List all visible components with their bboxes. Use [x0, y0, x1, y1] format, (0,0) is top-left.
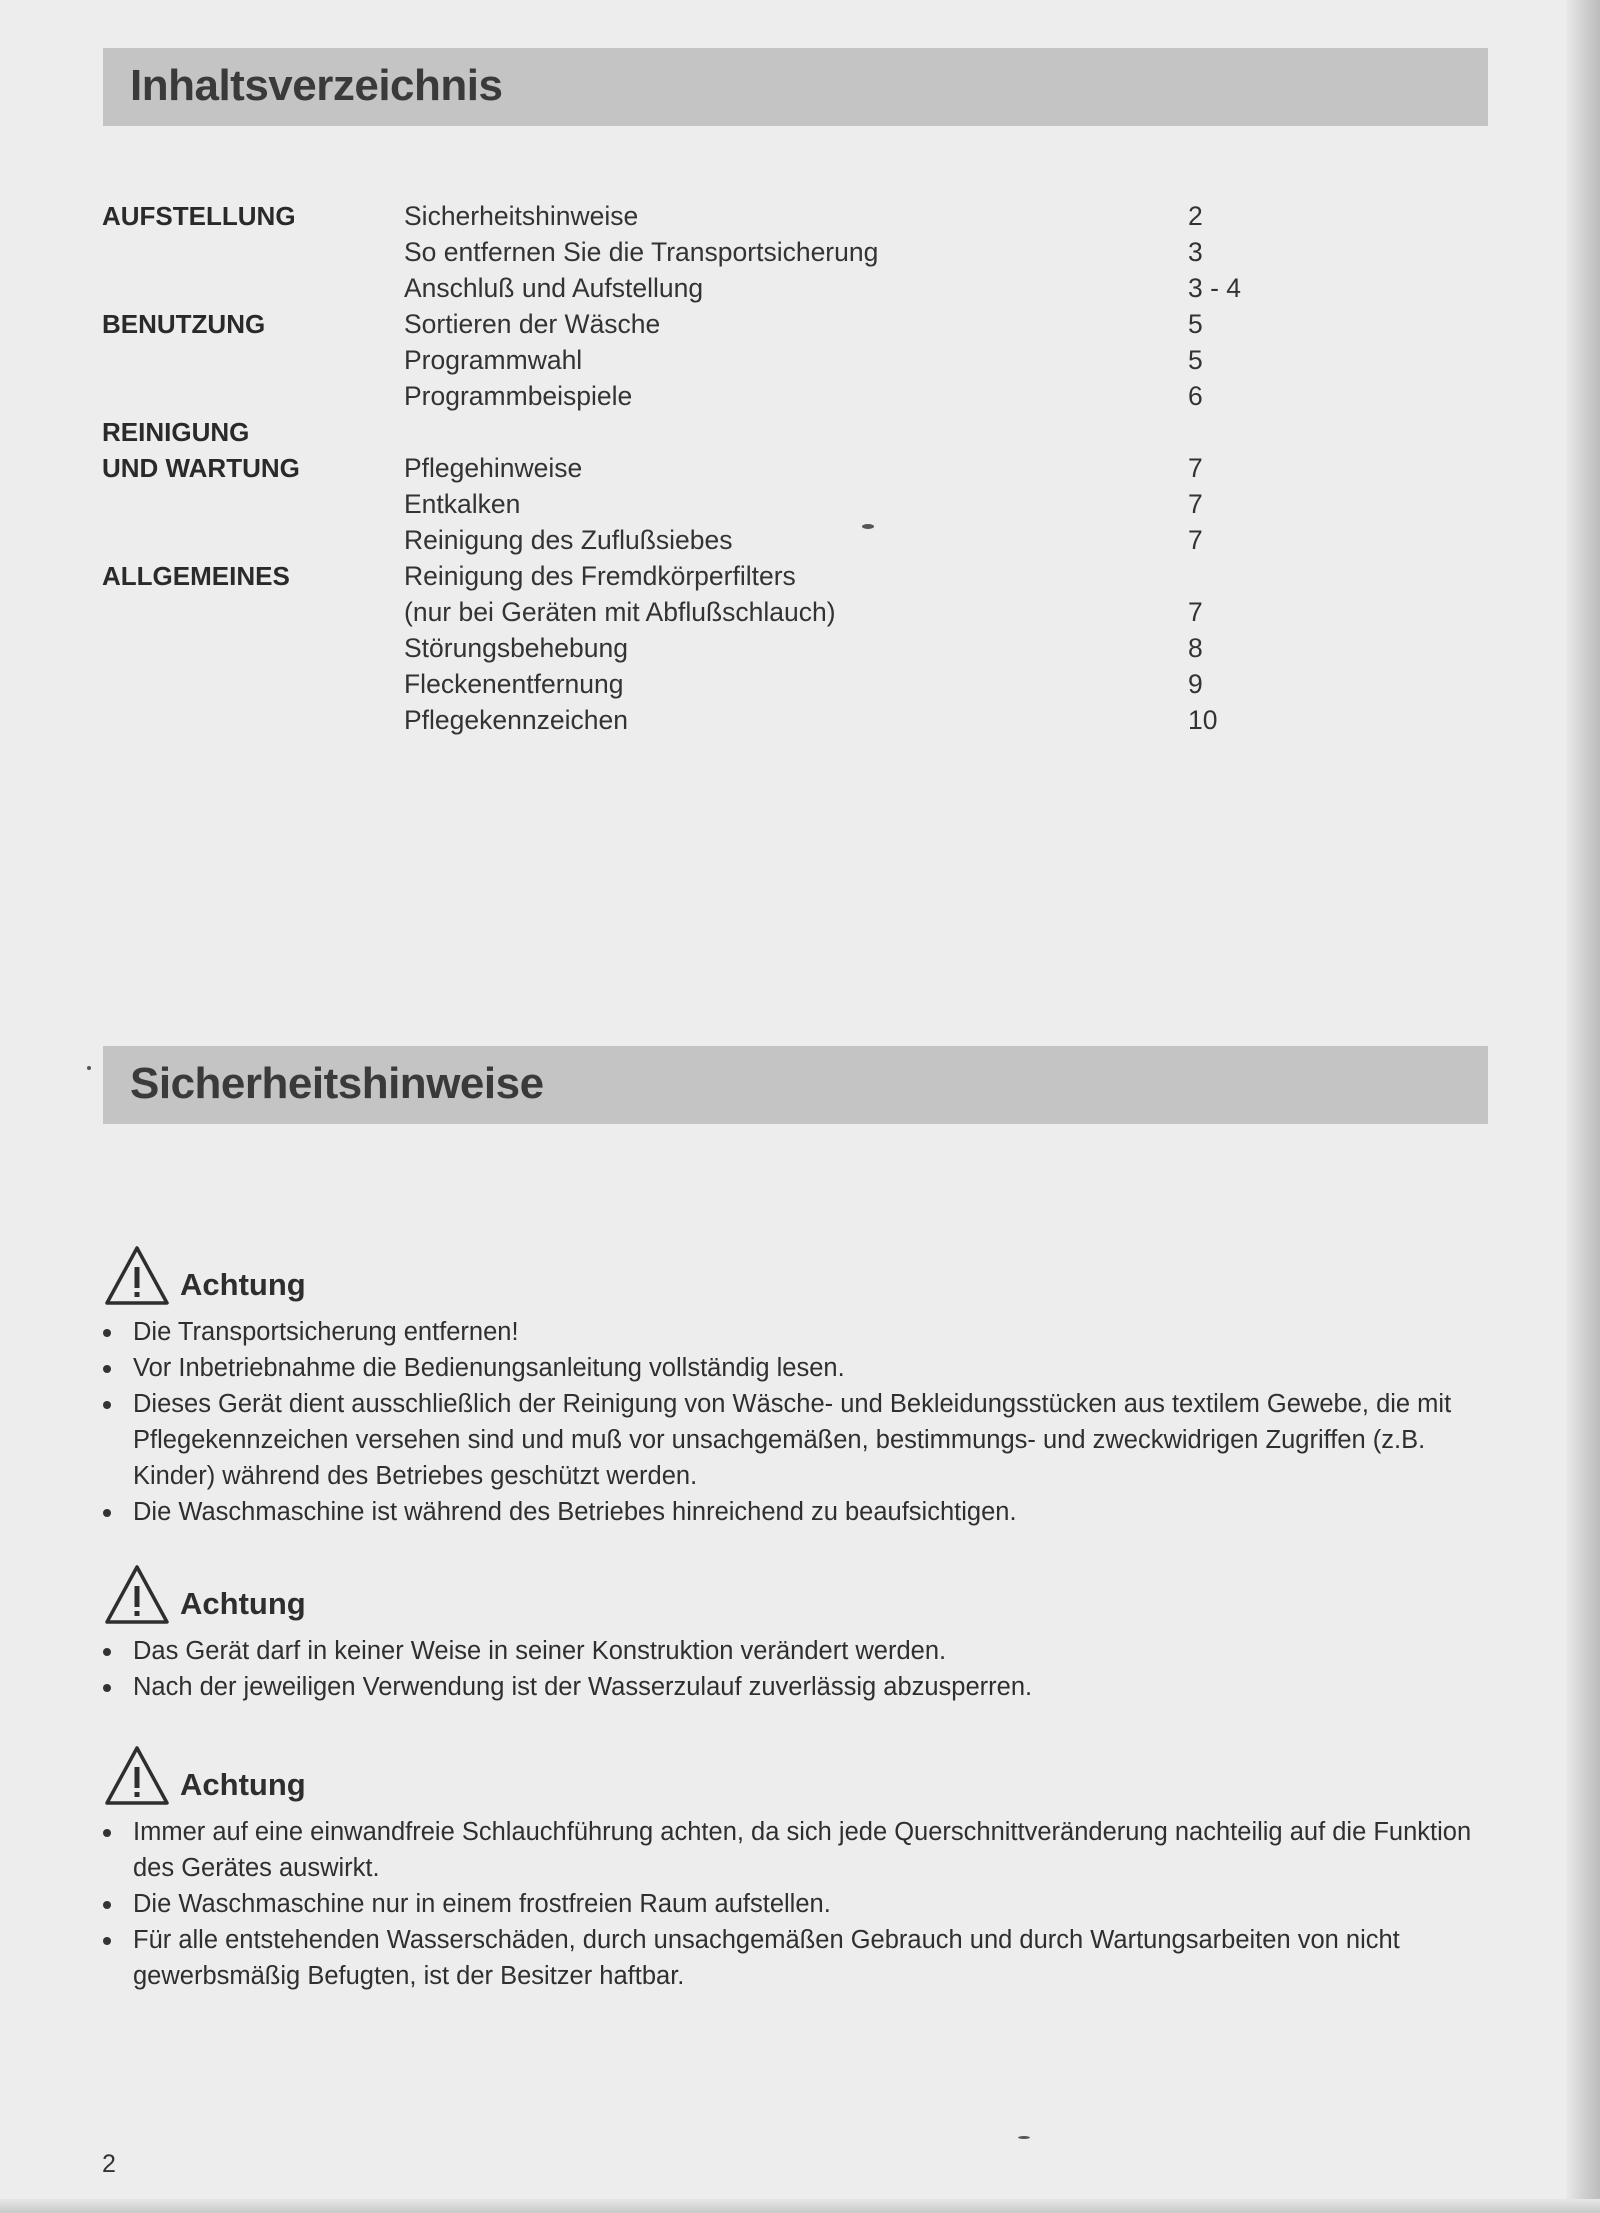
- list-item-text: Die Waschmaschine ist während des Betriebes hinreichend zu beaufsichtigen.: [133, 1498, 1017, 1526]
- toc-page: 7: [1188, 489, 1203, 519]
- list-item-text: Dieses Gerät dient ausschließlich der Reinigung von Wäsche- und Bekleidungsstücken aus textilem Gewebe, die mit Pflegekennzeichen versehen sind und muß vor unsachgemäßen, bestimmungs- und zweckwidrigen Zugriffen (z.B. Kinder) während des Betriebes geschützt werden.: [133, 1390, 1452, 1490]
- toc-category: AUFSTELLUNG: [102, 201, 296, 231]
- bullet-dot: [103, 1901, 111, 1909]
- toc-page: 2: [1188, 201, 1203, 231]
- toc-page: 9: [1188, 669, 1203, 699]
- toc-category: BENUTZUNG: [102, 309, 266, 339]
- toc-row: [0, 522, 1600, 558]
- toc-title: Reinigung des Zuflußsiebes: [404, 525, 733, 555]
- toc-row: [0, 234, 1600, 270]
- toc-title: Programmwahl: [404, 345, 583, 375]
- list-item-text: Nach der jeweiligen Verwendung ist der Wasserzulauf zuverlässig abzusperren.: [133, 1673, 1033, 1701]
- toc-title: Reinigung des Fremdkörperfilters: [404, 561, 796, 591]
- warning-header: [104, 1564, 504, 1628]
- toc-title: Sicherheitshinweise: [404, 201, 639, 231]
- toc-page: 5: [1188, 309, 1203, 339]
- toc-page: 7: [1188, 453, 1203, 483]
- toc-row: [0, 702, 1600, 738]
- toc-page: 7: [1188, 525, 1203, 555]
- toc-row: [0, 486, 1600, 522]
- toc-category: UND WARTUNG: [102, 453, 300, 483]
- warning-triangle-icon: [104, 1745, 170, 1807]
- warning-label: Achtung: [180, 1267, 306, 1302]
- warning-triangle-icon: [104, 1245, 170, 1307]
- warning-header: [104, 1245, 504, 1309]
- toc-row: [0, 198, 1600, 234]
- toc-title: Störungsbehebung: [404, 633, 628, 663]
- toc-row: [0, 594, 1600, 630]
- toc-page: 10: [1188, 705, 1218, 735]
- toc-row: [0, 450, 1600, 486]
- list-item-text: Für alle entstehenden Wasserschäden, durch unsachgemäßen Gebrauch und durch Wartungsarbeiten von nicht gewerbsmäßig Befugten, ist der Besitzer haftbar.: [133, 1926, 1400, 1990]
- toc-title: (nur bei Geräten mit Abflußschlauch): [404, 597, 836, 627]
- toc-heading-band: [103, 48, 1488, 126]
- safety-heading: Sicherheitshinweise: [130, 1059, 544, 1108]
- bullet-dot: [103, 1509, 111, 1517]
- page-bottom-shadow: [0, 2199, 1600, 2213]
- bullet-dot: [103, 1648, 111, 1656]
- bullet-dot: [103, 1684, 111, 1692]
- toc-row: [0, 270, 1600, 306]
- toc-page: 6: [1188, 381, 1203, 411]
- warning-triangle-icon: [104, 1564, 170, 1626]
- list-item-text: Die Waschmaschine nur in einem frostfreien Raum aufstellen.: [133, 1890, 831, 1918]
- toc-page: 7: [1188, 597, 1203, 627]
- toc-row: [0, 342, 1600, 378]
- bullet-dot: [103, 1329, 111, 1337]
- toc-row: [0, 666, 1600, 702]
- toc-category: REINIGUNG: [102, 417, 250, 447]
- list-item-text: Das Gerät darf in keiner Weise in seiner Konstruktion verändert werden.: [133, 1637, 947, 1665]
- warning-header: [104, 1745, 504, 1809]
- warning-label: Achtung: [180, 1586, 306, 1621]
- toc-title: Entkalken: [404, 489, 521, 519]
- bullet-dot: [103, 1937, 111, 1945]
- safety-heading-band: [103, 1046, 1488, 1124]
- list-item-text: Immer auf eine einwandfreie Schlauchführung achten, da sich jede Querschnittveränderung nachteilig auf die Funktion des Gerätes auswirkt.: [133, 1818, 1472, 1882]
- toc-title: Pflegekennzeichen: [404, 705, 628, 735]
- page-number: 2: [102, 2150, 116, 2178]
- scan-speck: [87, 1066, 91, 1070]
- list-item-text: Vor Inbetriebnahme die Bedienungsanleitung vollständig lesen.: [133, 1354, 845, 1382]
- toc-page: 3 - 4: [1188, 273, 1242, 303]
- toc-page: 3: [1188, 237, 1203, 267]
- bullet-dot: [103, 1365, 111, 1373]
- toc-title: Programmbeispiele: [404, 381, 633, 411]
- toc-title: Pflegehinweise: [404, 453, 583, 483]
- toc-title: Fleckenentfernung: [404, 669, 624, 699]
- toc-row: [0, 414, 1600, 450]
- bullet-dot: [103, 1401, 111, 1409]
- toc-row: [0, 630, 1600, 666]
- scan-speck: [1018, 2136, 1030, 2139]
- toc-category: ALLGEMEINES: [102, 561, 290, 591]
- toc-title: So entfernen Sie die Transportsicherung: [404, 237, 879, 267]
- list-item-text: Die Transportsicherung entfernen!: [133, 1318, 519, 1346]
- bullet-dot: [103, 1829, 111, 1837]
- toc-heading: Inhaltsverzeichnis: [130, 61, 503, 110]
- toc-title: Sortieren der Wäsche: [404, 309, 661, 339]
- toc-row: [0, 558, 1600, 594]
- toc-row: [0, 306, 1600, 342]
- toc-page: 8: [1188, 633, 1203, 663]
- toc-page: 5: [1188, 345, 1203, 375]
- scan-speck: [862, 524, 874, 529]
- toc-title: Anschluß und Aufstellung: [404, 273, 704, 303]
- warning-label: Achtung: [180, 1767, 306, 1802]
- toc-row: [0, 378, 1600, 414]
